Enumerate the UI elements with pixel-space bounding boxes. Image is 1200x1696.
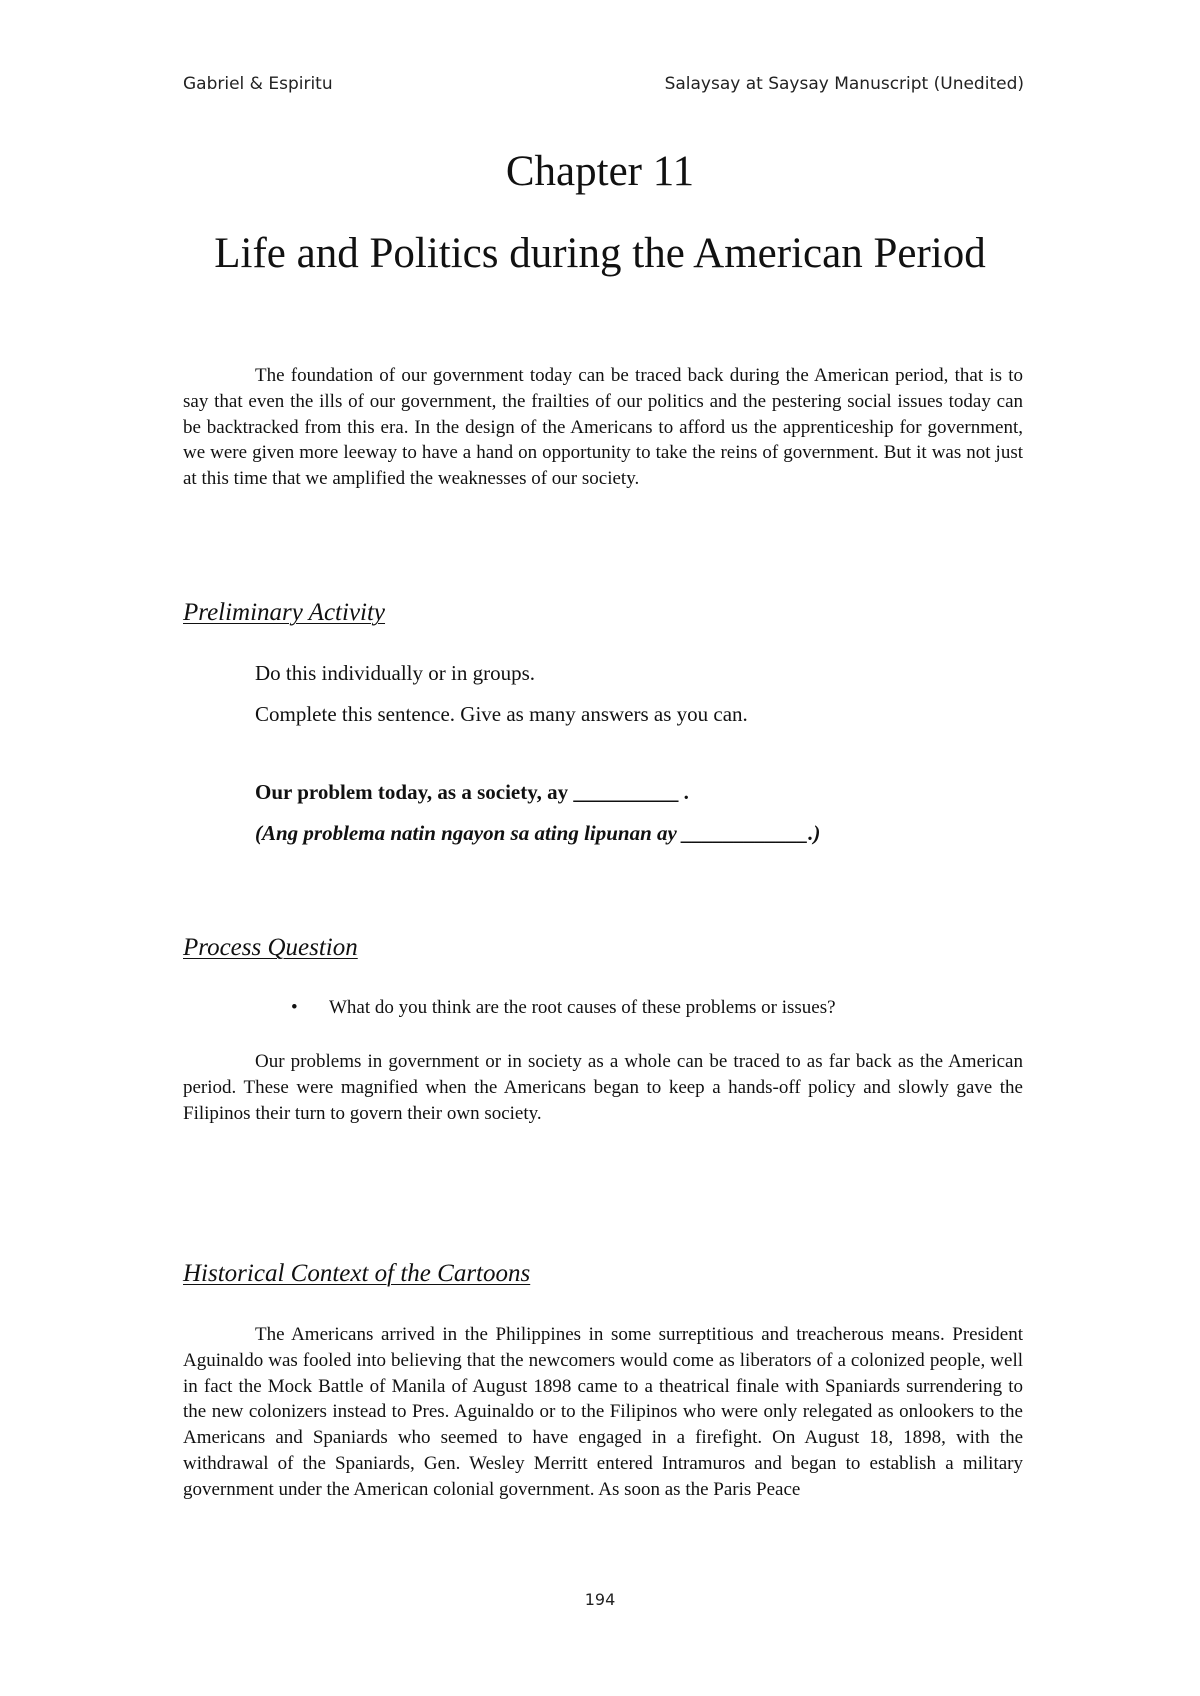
process-answer-paragraph: Our problems in government or in society as a whole can be traced to as far back as the American period. These were magnified when the Americans began to keep a hands-off policy and slowly gave the Filipinos their turn to govern their own society. [183,1051,1023,1124]
header-manuscript-title: Salaysay at Saysay Manuscript (Unedited) [664,74,1024,94]
historical-context-heading: Historical Context of the Cartoons [183,1260,531,1287]
page-number: 194 [584,1590,616,1609]
process-question-item [291,997,836,1019]
process-question-heading: Process Question [183,934,358,961]
chapter-number: Chapter 11 [505,148,695,195]
activity-instruction-2: Complete this sentence. Give as many answers as you can. [255,702,748,726]
intro-paragraph: The foundation of our government today can be traced back during the American period, that is to say that even the ills of our government, the frailties of our politics and the pestering social issues today can be backtracked from this era. In the design of the Americans to afford us the apprenticeship for government, we were given more leeway to have a hand on opportunity to take the reins of government. But it was not just at this time that we amplified the weaknesses of our society. [183,365,1023,490]
historical-context-paragraph: The Americans arrived in the Philippines in some surreptitious and treacherous means. President Aguinaldo was fooled into believing that the newcomers would come as liberators of a colonized people, well in fact the Mock Battle of Manila of August 1898 came to a theatrical finale with Spaniards surrendering to the new colonizers instead to Pres. Aguinaldo or to the Filipinos who were only relegated as onlookers to the Americans and Spaniards who seemed to have engaged in a firefight. On August 18, 1898, with the withdrawal of the Spaniards, Gen. Wesley Merritt entered Intramuros and began to establish a military government under the American colonial government. As soon as the Paris Peace [183,1324,1023,1500]
header-authors: Gabriel & Espiritu [183,74,333,94]
activity-prompt-tagalog: (Ang problema natin ngayon sa ating lipunan ay ____________.) [255,821,821,845]
process-question-text: What do you think are the root causes of these problems or issues? [329,997,836,1018]
activity-prompt-english: Our problem today, as a society, ay __________ . [255,780,689,804]
chapter-title: Life and Politics during the American Period [214,230,986,277]
bullet-icon: • [291,997,298,1018]
activity-instruction-1: Do this individually or in groups. [255,661,535,685]
preliminary-activity-heading: Preliminary Activity [183,599,386,626]
